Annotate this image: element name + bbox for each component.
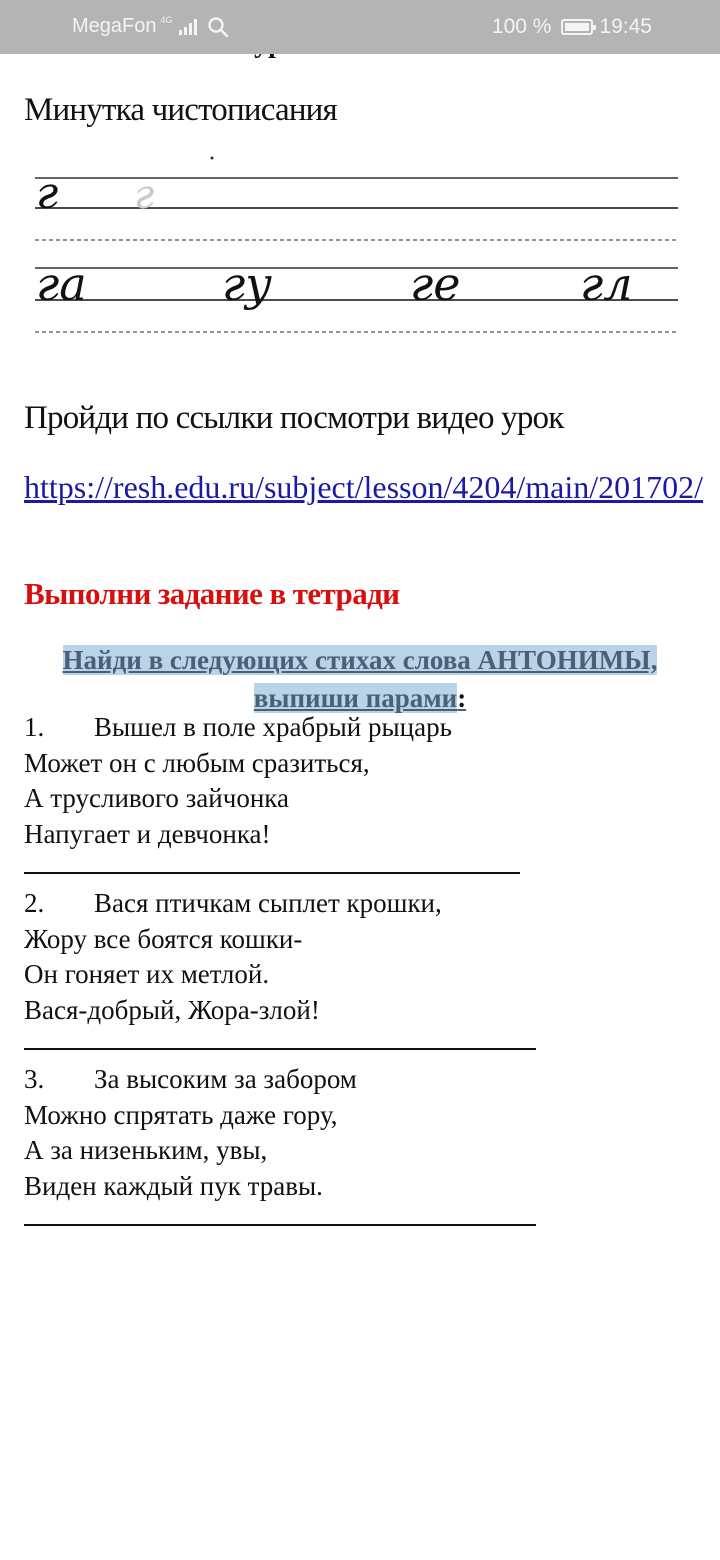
- poem-number: 2.: [24, 888, 45, 918]
- status-left: [72, 15, 229, 38]
- calligraphy-syllable: ге: [410, 257, 461, 311]
- clock: 19:45: [599, 15, 652, 38]
- poem-line: Может он с любым сразиться,: [24, 747, 370, 778]
- poem-1: [24, 710, 536, 874]
- poems-list: [24, 710, 536, 1238]
- network-type: 4G: [160, 14, 173, 25]
- calligraphy-heading: Минутка чистописания: [24, 92, 337, 128]
- battery-icon: [561, 19, 593, 35]
- poem-line: Виден каждый пук травы.: [24, 1170, 323, 1201]
- task-instruction-text: Найди в следующих стихах слова АНТОНИМЫ, выпиши парами: [62, 645, 658, 713]
- task-heading: Выполни задание в тетради: [24, 576, 400, 611]
- poem-line: Напугает и девчонка!: [24, 818, 271, 849]
- task-instruction-colon: :: [457, 683, 467, 713]
- search-icon: [207, 16, 229, 38]
- poem-line: Вася-добрый, Жора-злой!: [24, 994, 320, 1025]
- status-bar: [0, 0, 720, 54]
- poem-line: Он гоняет их метлой.: [24, 959, 270, 989]
- poem-line: Жору все боятся кошки-: [24, 923, 303, 954]
- answer-line: [24, 1204, 536, 1226]
- signal-icon: [179, 19, 197, 35]
- calligraphy-letter: г: [36, 168, 59, 219]
- poem-line: А трусливого зайчонка: [24, 783, 289, 813]
- poem-line: Можно спрятать даже гору,: [24, 1099, 338, 1130]
- calligraphy-letter-trace: г: [134, 172, 155, 218]
- poem-line: За высоким за забором: [94, 1064, 357, 1094]
- answer-line: [24, 852, 520, 874]
- video-lesson-link[interactable]: https://resh.edu.ru/subject/lesson/4204/main/201702/: [24, 469, 704, 505]
- calligraphy-practice-image: [30, 150, 680, 345]
- carrier-name: MegaFon: [72, 15, 157, 37]
- battery-percent: 100 %: [491, 15, 552, 38]
- poem-line: Вася птичкам сыплет крошки,: [94, 888, 442, 918]
- poem-line: Вышел в поле храбрый рыцарь: [94, 712, 452, 742]
- task-instruction: [24, 641, 696, 717]
- calligraphy-syllable: гу: [222, 257, 272, 311]
- poem-3: [24, 1062, 536, 1226]
- poem-2: [24, 886, 536, 1050]
- poem-line: А за низеньким, увы,: [24, 1135, 268, 1165]
- status-right: [492, 15, 652, 39]
- calligraphy-syllable: га: [36, 257, 87, 311]
- poem-number: 1.: [24, 712, 45, 742]
- calligraphy-syllable: гл: [580, 257, 633, 311]
- video-instruction: Пройди по ссылки посмотри видео урок: [24, 400, 564, 436]
- answer-line: [24, 1028, 536, 1050]
- poem-number: 3.: [24, 1064, 45, 1094]
